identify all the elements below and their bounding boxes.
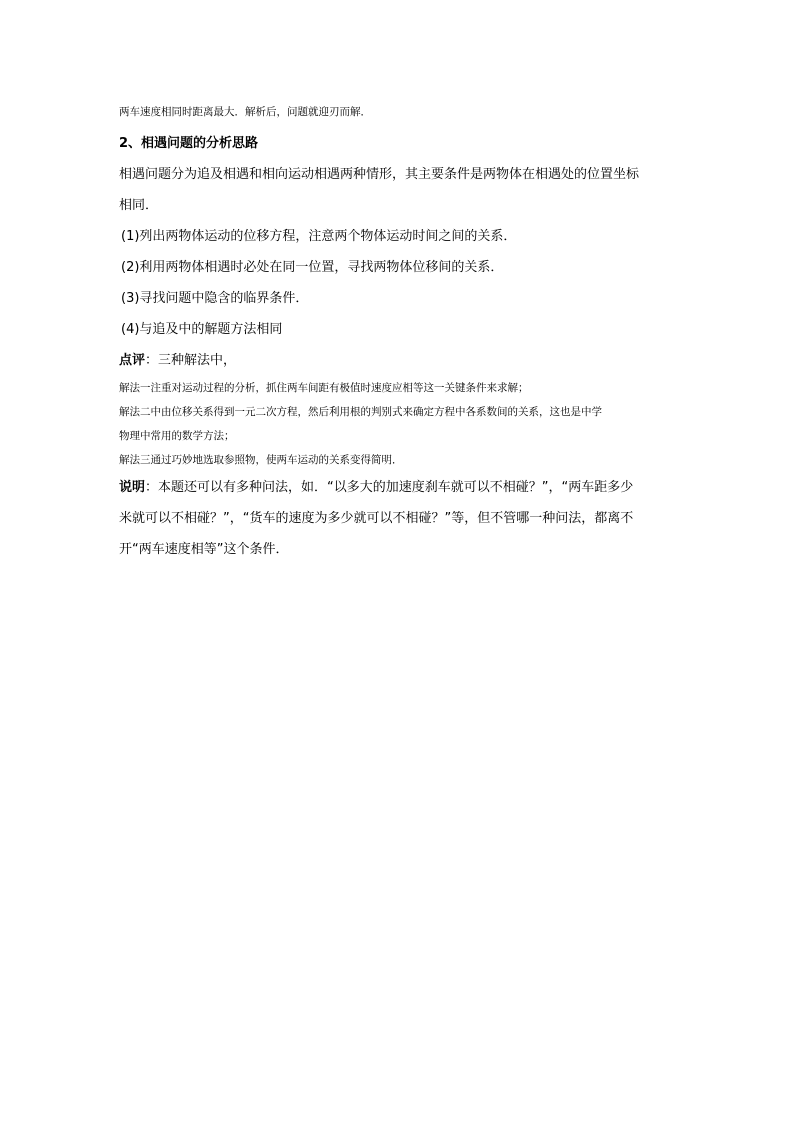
note-line-1 xyxy=(119,472,679,503)
step-3: (3)寻找问题中隐含的临界条件． xyxy=(121,291,309,306)
main-paragraph-line-2: 相同． xyxy=(119,198,159,213)
method-3-line: 解法三通过巧妙地选取参照物，使两车运动的关系变得简明． xyxy=(119,454,403,466)
document-content xyxy=(119,100,679,565)
section-heading: 2、相遇问题的分析思路 xyxy=(119,136,259,151)
intro-line: 两车速度相同时距离最大．解析后，问题就迎刃而解． xyxy=(119,106,371,118)
comment-label: 点评 xyxy=(119,353,146,368)
method-2-line-1: 解法二中由位移关系得到一元二次方程，然后利用根的判别式来确定方程中各系数间的关系，这也是中学 xyxy=(119,406,602,418)
comment-text: ：三种解法中， xyxy=(145,353,237,368)
step-2: (2)利用两物体相遇时必处在同一位置，寻找两物体位移间的关系． xyxy=(121,260,504,275)
main-paragraph-line-1: 相遇问题分为追及相遇和相向运动相遇两种情形，其主要条件是两物体在相遇处的位置坐标 xyxy=(119,167,640,182)
note-line-3: 开“两车速度相等”这个条件． xyxy=(119,542,289,557)
method-2-line-2: 物理中常用的数学方法； xyxy=(119,430,235,442)
note-label: 说明 xyxy=(119,480,146,495)
step-1: (1)列出两物体运动的位移方程，注意两个物体运动时间之间的关系． xyxy=(121,229,517,244)
comment-line xyxy=(119,345,679,376)
method-1-line: 解法一注重对运动过程的分析，抓住两车间距有极值时速度应相等这一关键条件来求解； xyxy=(119,382,529,394)
note-text-1: ：本题还可以有多种问法，如．“以多大的加速度刹车就可以不相碰？”，“两车距多少 xyxy=(145,480,634,495)
step-4: (4)与追及中的解题方法相同 xyxy=(121,322,283,337)
note-line-2: 米就可以不相碰？”，“货车的速度为多少就可以不相碰？”等，但不管哪一种问法，都离不 xyxy=(119,511,634,526)
